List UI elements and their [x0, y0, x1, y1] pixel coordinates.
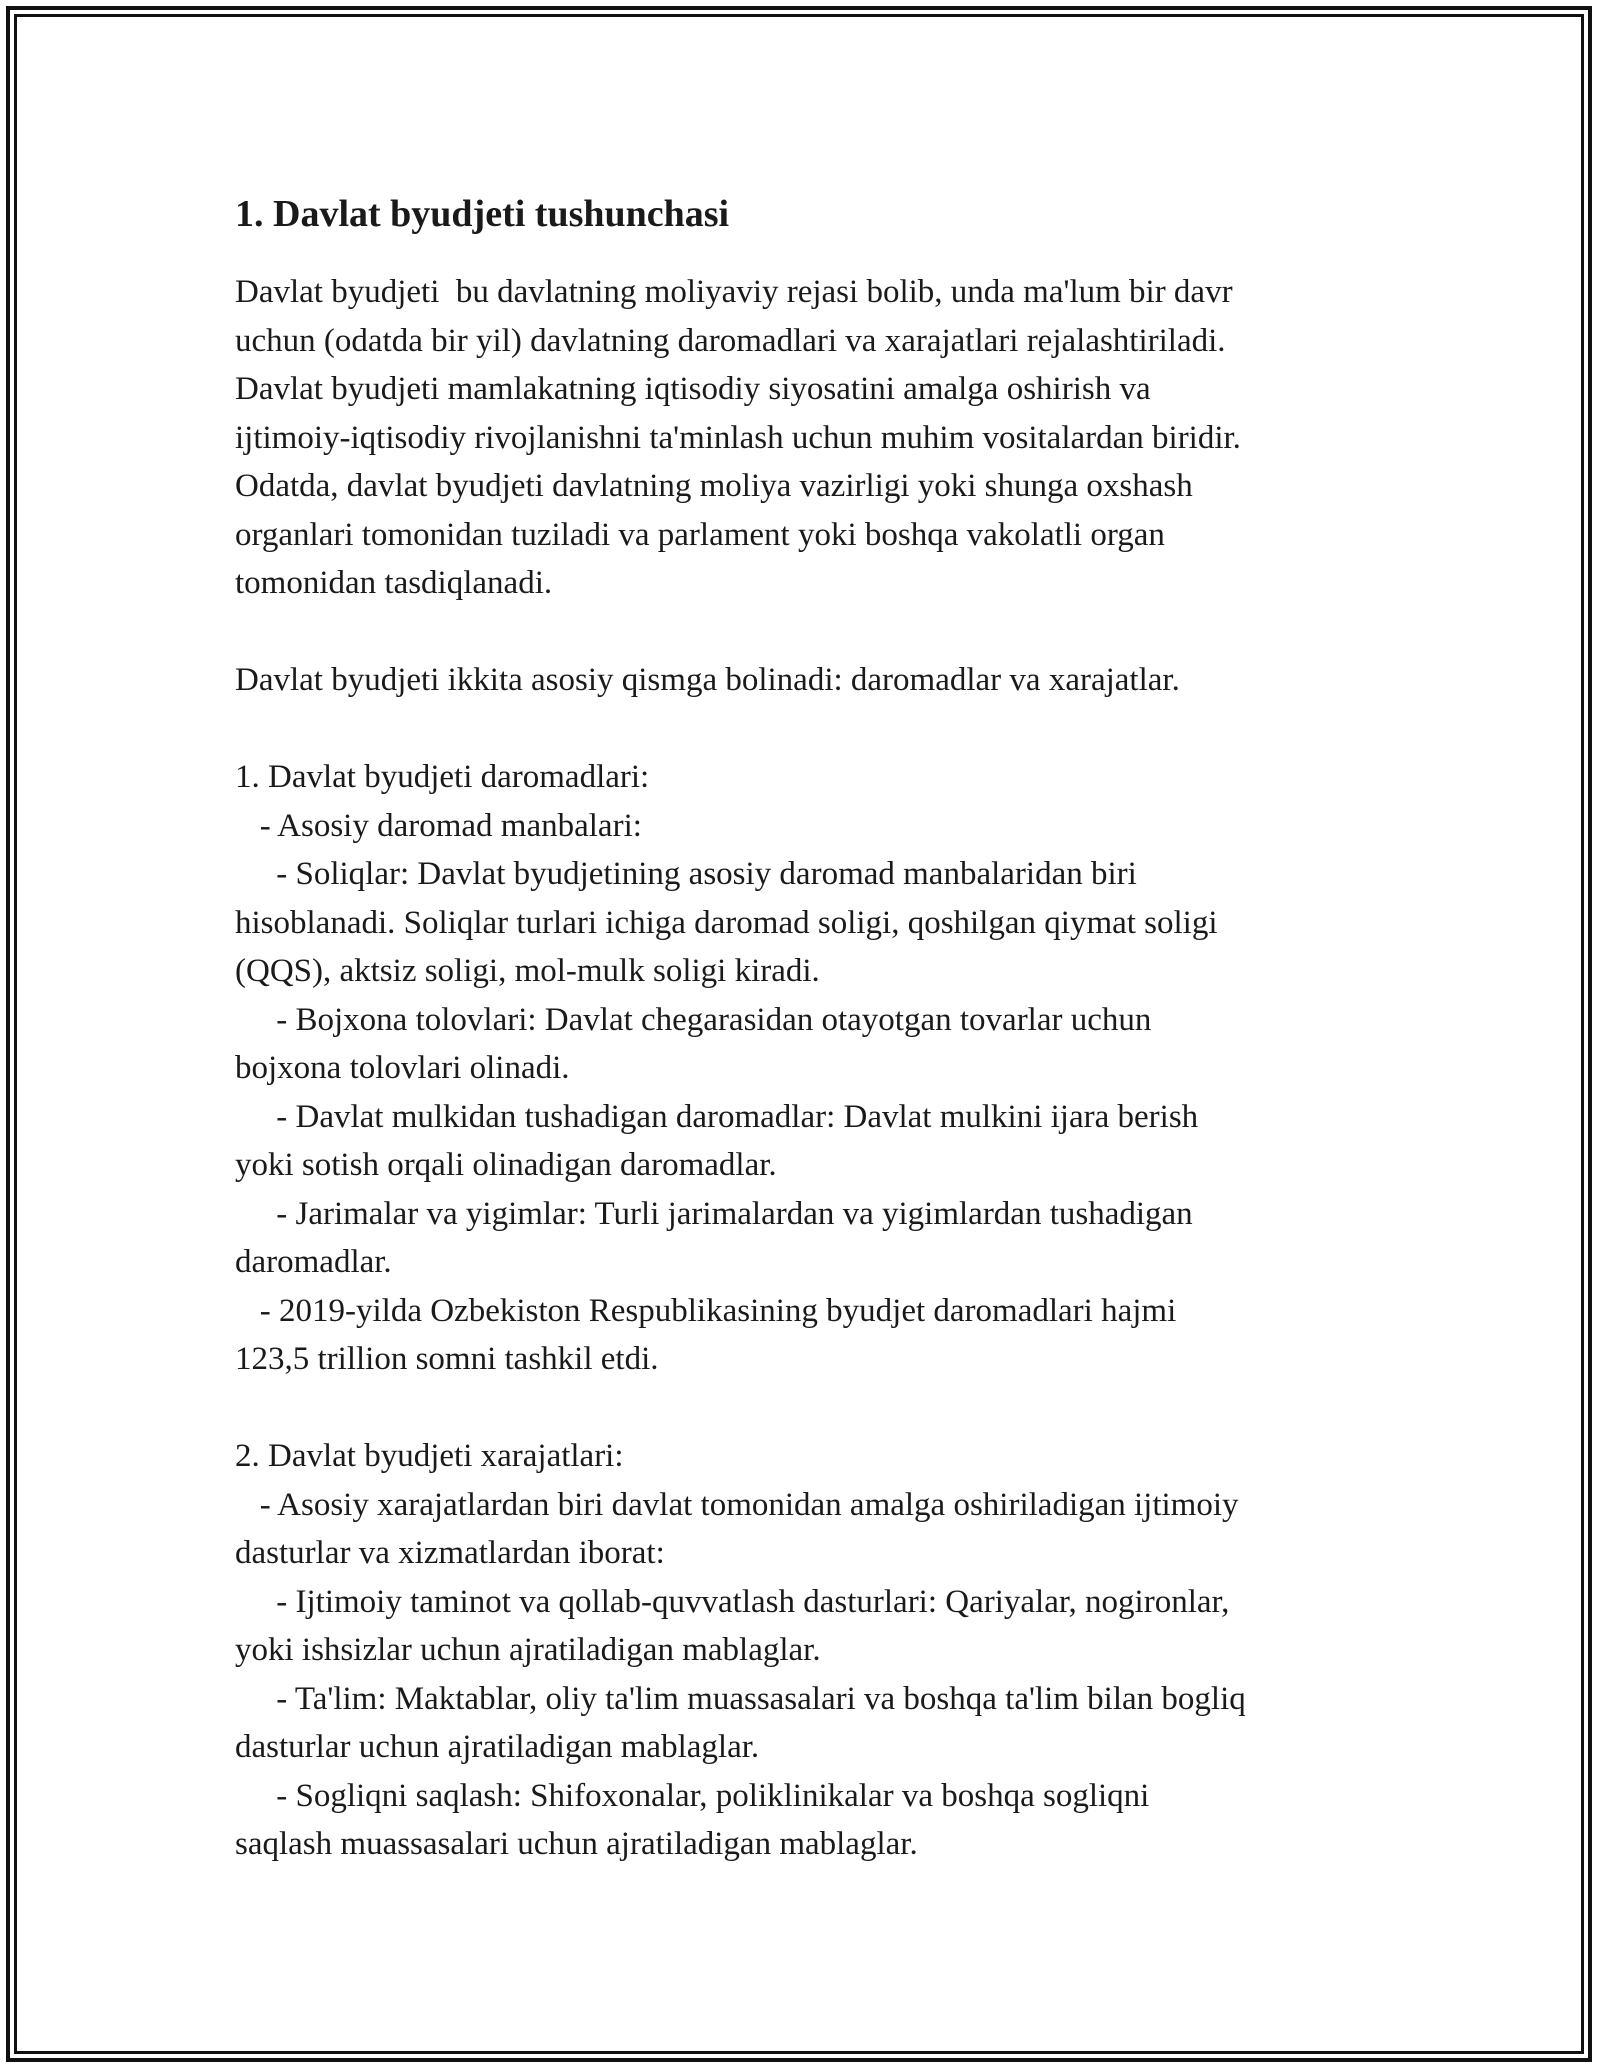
list-item: - Asosiy daromad manbalari:	[235, 807, 642, 844]
text-line: daromadlar.	[235, 1244, 392, 1280]
list-item: - Soliqlar: Davlat byudjetining asosiy daromad manbalaridan biri	[235, 856, 1137, 892]
list-item: - Jarimalar va yigimlar: Turli jarimalardan va yigimlardan tushadigan	[235, 1195, 1193, 1232]
text-line: Odatda, davlat byudjeti davlatning moliya vazirligi yoki shunga oxshash	[235, 468, 1193, 504]
list-item: - 2019-yilda Ozbekiston Respublikasining byudjet daromadlari hajmi	[235, 1292, 1177, 1329]
text-line: Davlat byudjeti ikkita asosiy qismga bolinadi: daromadlar va xarajatlar.	[235, 662, 1180, 698]
text-line: dasturlar uchun ajratiladigan mablaglar.	[235, 1729, 760, 1765]
text-line: Davlat byudjeti bu davlatning moliyaviy rejasi bolib, unda ma'lum bir davr	[235, 274, 1233, 310]
text-line: organlari tomonidan tuziladi va parlament yoki boshqa vakolatli organ	[235, 516, 1165, 553]
text-line: ijtimoiy-iqtisodiy rivojlanishni ta'minlash uchun muhim vositalardan biridir.	[235, 419, 1241, 456]
text-line: Davlat byudjeti mamlakatning iqtisodiy siyosatini amalga oshirish va	[235, 371, 1151, 407]
text-line: yoki ishsizlar uchun ajratiladigan mablaglar.	[235, 1632, 821, 1668]
text-line: hisoblanadi. Soliqlar turlari ichiga daromad soligi, qoshilgan qiymat soligi	[235, 904, 1218, 941]
list-item: - Sogliqni saqlash: Shifoxonalar, poliklinikalar va boshqa sogliqni	[235, 1777, 1150, 1814]
section-heading: 2. Davlat byudjeti xarajatlari:	[235, 1438, 624, 1474]
document-title: 1. Davlat byudjeti tushunchasi	[235, 193, 730, 235]
paragraph-budget-parts	[235, 656, 1385, 705]
list-item: - Ijtimoiy taminot va qollab-quvvatlash dasturlari: Qariyalar, nogironlar,	[235, 1583, 1230, 1620]
paragraph-definition	[235, 268, 1385, 608]
text-line: tomonidan tasdiqlanadi.	[235, 565, 553, 601]
paragraph-spacer	[235, 705, 1385, 754]
text-line: bojxona tolovlari olinadi.	[235, 1050, 570, 1086]
text-line: (QQS), aktsiz soligi, mol-mulk soligi kiradi.	[235, 953, 820, 989]
section-budget-expenses	[235, 1432, 1385, 1869]
text-line: 123,5 trillion somni tashkil etdi.	[235, 1341, 659, 1377]
text-line: uchun (odatda bir yil) davlatning daromadlari va xarajatlari rejalashtiriladi.	[235, 322, 1226, 359]
text-line: dasturlar va xizmatlardan iborat:	[235, 1535, 665, 1571]
text-line: saqlash muassasalari uchun ajratiladigan mablaglar.	[235, 1826, 918, 1862]
list-item: - Ta'lim: Maktablar, oliy ta'lim muassasalari va boshqa ta'lim bilan bogliq	[235, 1680, 1246, 1717]
paragraph-spacer	[235, 1384, 1385, 1433]
document-body	[235, 186, 1385, 1869]
section-budget-income	[235, 753, 1385, 1384]
section-heading: 1. Davlat byudjeti daromadlari:	[235, 759, 650, 795]
paragraph-spacer	[235, 608, 1385, 657]
text-line: yoki sotish orqali olinadigan daromadlar.	[235, 1147, 777, 1183]
list-item: - Asosiy xarajatlardan biri davlat tomonidan amalga oshiriladigan ijtimoiy	[235, 1486, 1239, 1523]
list-item: - Davlat mulkidan tushadigan daromadlar: Davlat mulkini ijara berish	[235, 1098, 1199, 1135]
list-item: - Bojxona tolovlari: Davlat chegarasidan otayotgan tovarlar uchun	[235, 1001, 1152, 1038]
